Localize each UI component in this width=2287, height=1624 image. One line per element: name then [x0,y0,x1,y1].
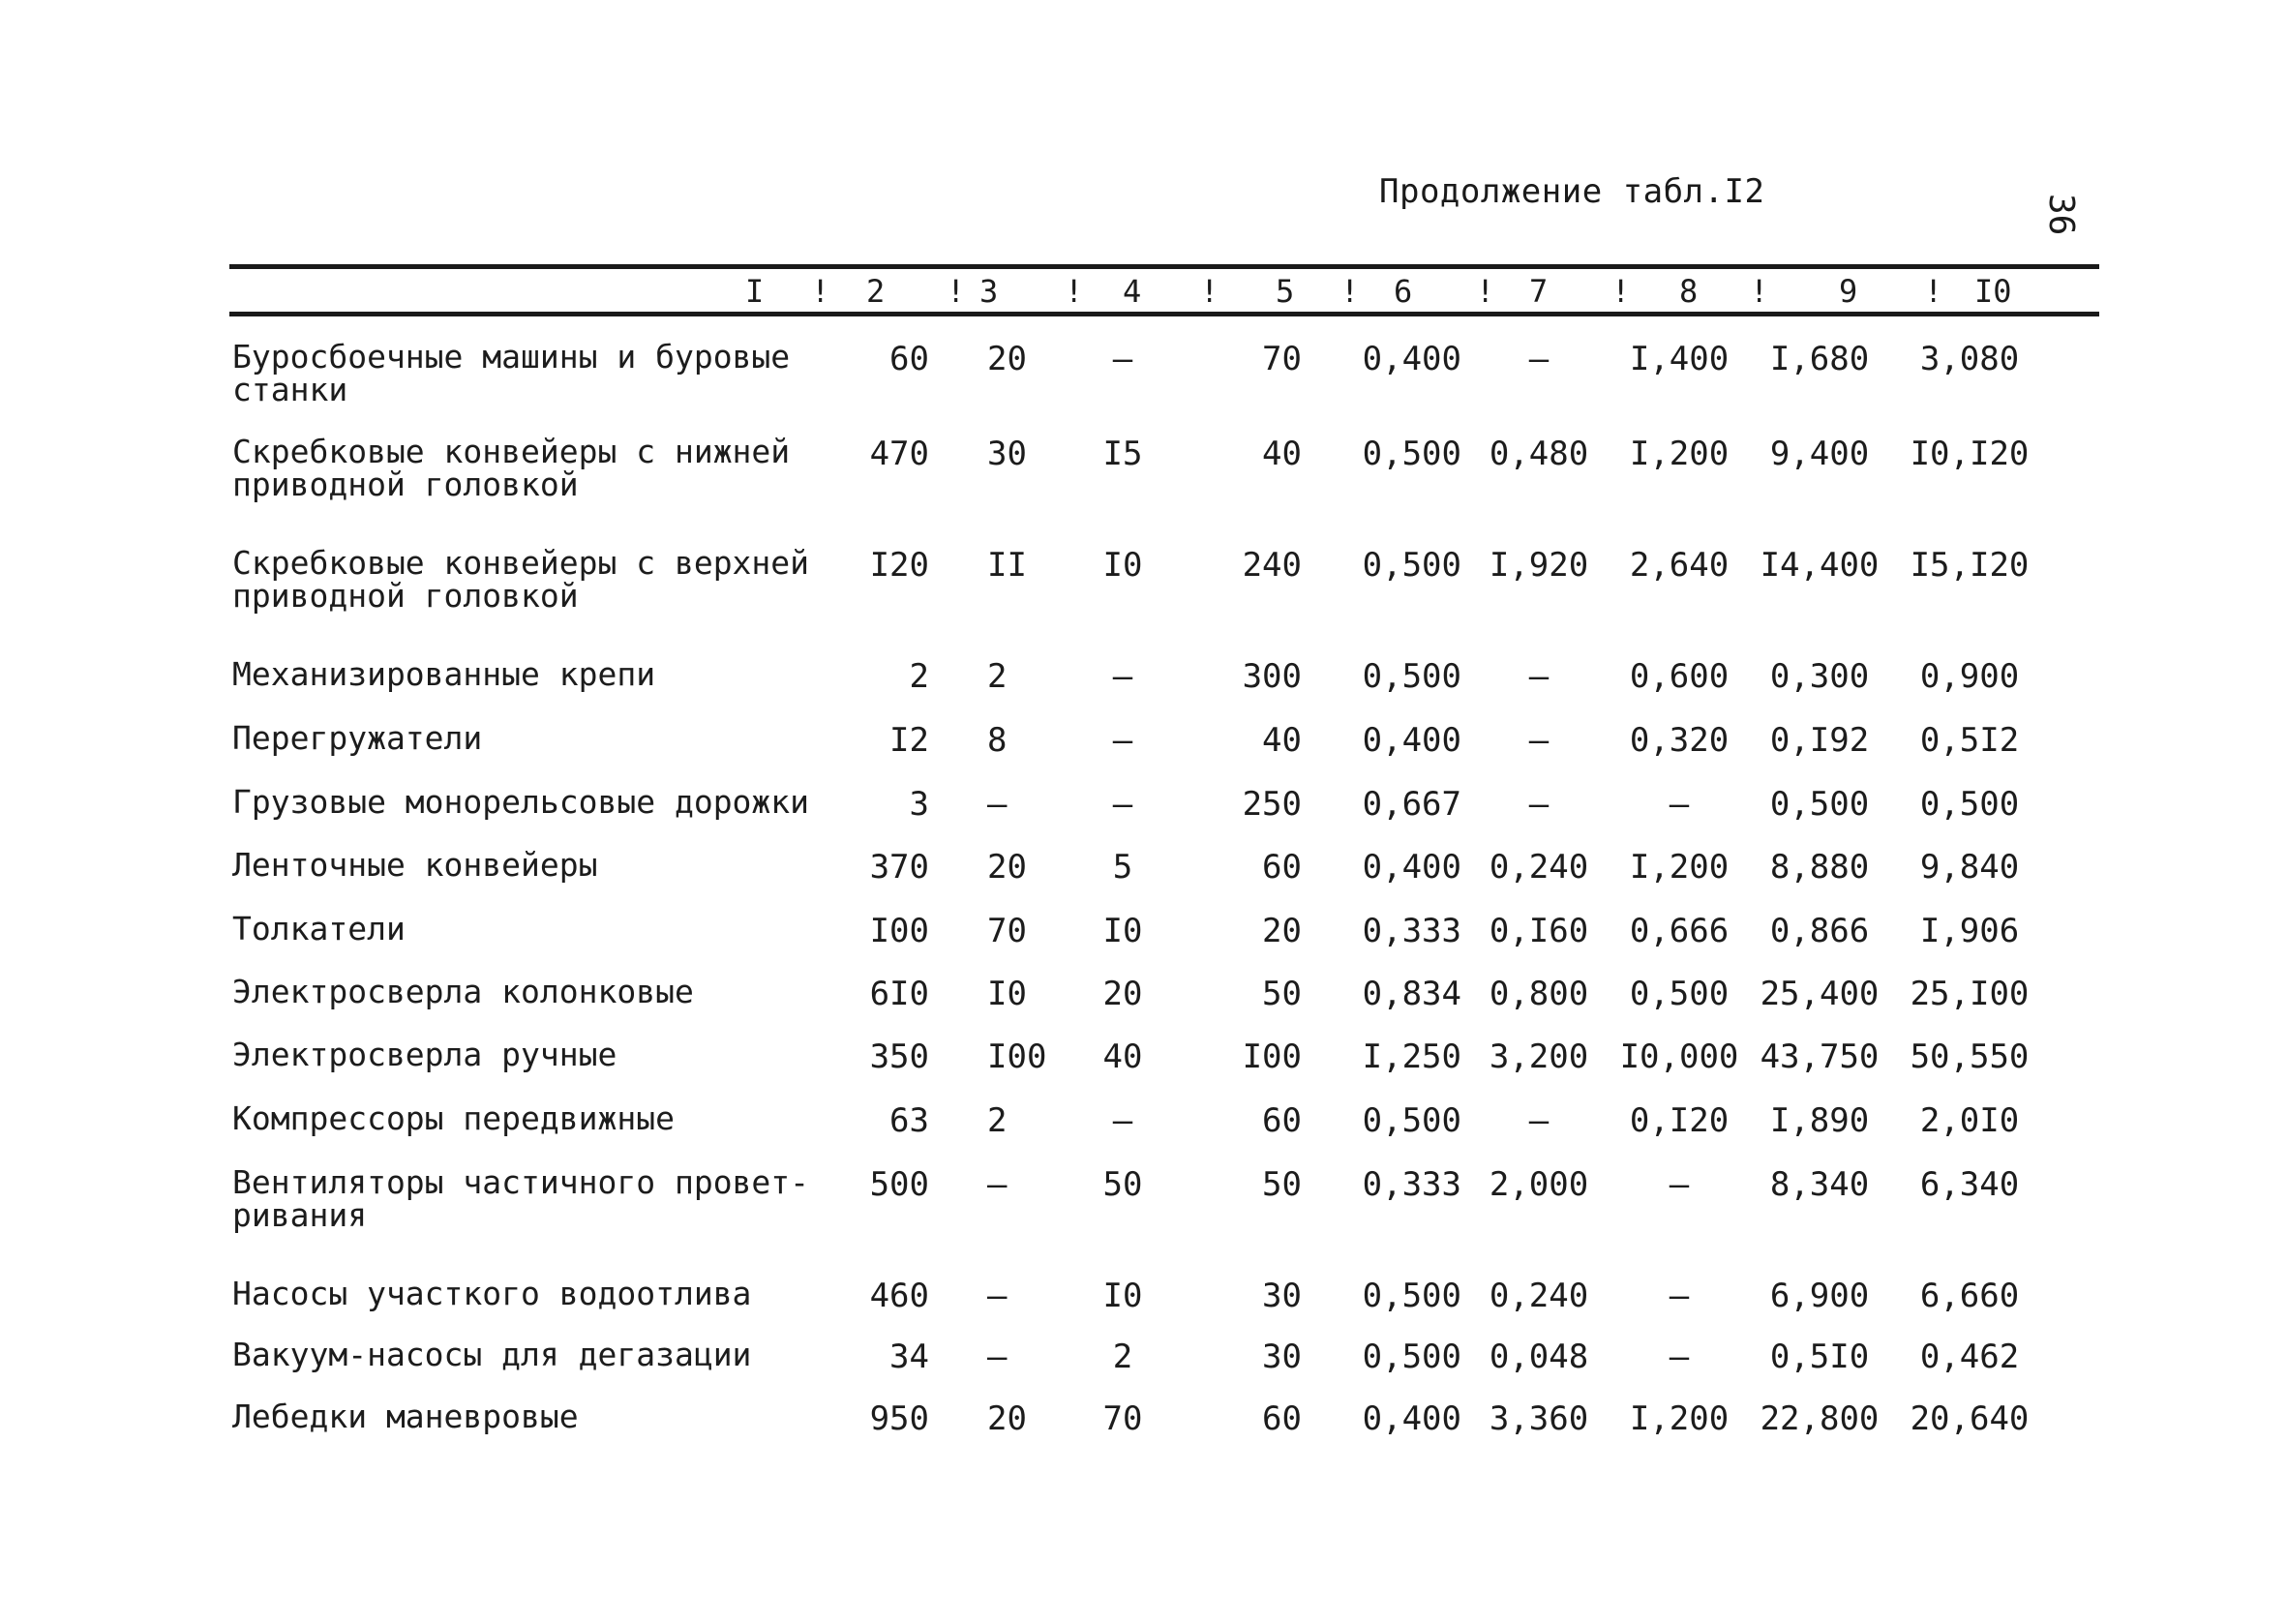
cell-col-3: – [987,1165,1008,1204]
column-header-7: 7 [1529,273,1549,310]
cell-col-9: 0,500 [1769,785,1870,824]
cell-col-5: 60 [1262,1101,1302,1140]
cell-col-9: 22,800 [1760,1399,1880,1438]
cell-col-3: I0 [987,975,1027,1013]
cell-col-5: 40 [1262,721,1302,760]
cell-col-3: 2 [987,657,1008,696]
cell-col-8: 0,320 [1629,721,1730,760]
cell-col-9: 6,900 [1769,1277,1870,1315]
equipment-name: Электросверла ручные [232,1036,617,1073]
equipment-name: Ленточные конвейеры [232,846,598,884]
cell-col-7: I,920 [1489,546,1589,585]
equipment-name: Насосы участкого водоотлива [232,1275,752,1312]
cell-col-10: 20,640 [1910,1399,2030,1438]
column-header-3: 3 [979,273,999,310]
cell-col-10: 6,340 [1919,1165,2020,1204]
cell-col-9: 25,400 [1760,975,1880,1013]
cell-col-2: 3 [909,785,929,824]
cell-col-7: 0,048 [1489,1338,1589,1376]
cell-col-3: – [987,1338,1008,1376]
column-header-10: I0 [1974,273,2012,310]
cell-col-8: 2,640 [1629,546,1730,585]
cell-col-4: 50 [1102,1165,1143,1204]
cell-col-10: 0,462 [1919,1338,2020,1376]
cell-col-7: 0,240 [1489,1277,1589,1315]
column-separator: ! [1065,273,1084,310]
cell-col-9: 8,880 [1769,848,1870,887]
cell-col-7: 0,I60 [1489,912,1589,950]
cell-col-3: 70 [987,912,1027,950]
cell-col-8: 0,600 [1629,657,1730,696]
cell-col-4: 70 [1102,1399,1143,1438]
cell-col-7: – [1528,785,1550,824]
cell-col-3: – [987,1277,1008,1315]
equipment-name: Перегружатели [232,719,483,757]
page-number: 36 [2041,194,2081,236]
cell-col-7: 2,000 [1489,1165,1589,1204]
equipment-name: Толкатели [232,910,406,947]
cell-col-9: I4,400 [1760,546,1880,585]
column-separator: ! [1924,273,1943,310]
cell-col-3: 30 [987,435,1027,473]
cell-col-10: I,906 [1919,912,2020,950]
cell-col-3: 8 [987,721,1008,760]
cell-col-7: – [1528,1101,1550,1140]
cell-col-6: I,250 [1362,1038,1461,1076]
cell-col-9: I,890 [1769,1101,1870,1140]
cell-col-4: – [1112,657,1133,696]
table-header-row [0,274,2287,309]
column-separator: ! [947,273,966,310]
cell-col-2: 60 [889,340,929,378]
equipment-name: Скребковые конвейеры с нижней приводной головкой [232,433,791,503]
cell-col-4: – [1112,340,1133,378]
cell-col-6: 0,400 [1362,848,1461,887]
equipment-name: Грузовые монорельсовые дорожки [232,783,810,821]
cell-col-3: 20 [987,340,1027,378]
cell-col-6: 0,400 [1362,340,1461,378]
cell-col-4: 2 [1112,1338,1133,1376]
cell-col-2: I20 [869,546,929,585]
cell-col-5: 70 [1262,340,1302,378]
cell-col-10: 50,550 [1910,1038,2030,1076]
cell-col-9: 8,340 [1769,1165,1870,1204]
cell-col-5: 300 [1242,657,1302,696]
cell-col-8: I,200 [1629,848,1730,887]
cell-col-8: – [1669,1338,1690,1376]
cell-col-6: 0,500 [1362,657,1461,696]
cell-col-7: 0,240 [1489,848,1589,887]
cell-col-9: 0,5I0 [1769,1338,1870,1376]
cell-col-4: 20 [1102,975,1143,1013]
cell-col-7: 0,800 [1489,975,1589,1013]
column-header-5: 5 [1276,273,1295,310]
table-caption: Продолжение табл.I2 [1379,172,1765,211]
cell-col-4: – [1112,1101,1133,1140]
cell-col-6: 0,834 [1362,975,1461,1013]
cell-col-10: 6,660 [1919,1277,2020,1315]
cell-col-8: I,200 [1629,435,1730,473]
cell-col-3: 20 [987,848,1027,887]
cell-col-8: – [1669,1277,1690,1315]
cell-col-8: – [1669,1165,1690,1204]
cell-col-2: 2 [909,657,929,696]
cell-col-5: 50 [1262,1165,1302,1204]
cell-col-2: I2 [889,721,929,760]
cell-col-3: I00 [987,1038,1047,1076]
column-separator: ! [1200,273,1219,310]
cell-col-8: I,400 [1629,340,1730,378]
column-header-9: 9 [1839,273,1858,310]
column-separator: ! [1750,273,1769,310]
cell-col-6: 0,500 [1362,546,1461,585]
cell-col-4: I0 [1102,912,1143,950]
cell-col-8: I,200 [1629,1399,1730,1438]
cell-col-7: – [1528,657,1550,696]
cell-col-6: 0,333 [1362,912,1461,950]
cell-col-6: 0,333 [1362,1165,1461,1204]
cell-col-9: 0,300 [1769,657,1870,696]
cell-col-10: 0,500 [1919,785,2020,824]
cell-col-10: 9,840 [1919,848,2020,887]
cell-col-2: I00 [869,912,929,950]
cell-col-5: 240 [1242,546,1302,585]
cell-col-5: 50 [1262,975,1302,1013]
cell-col-8: 0,I20 [1629,1101,1730,1140]
column-header-4: 4 [1123,273,1142,310]
table-header-rule [229,312,2099,316]
cell-col-3: II [987,546,1027,585]
cell-col-2: 470 [869,435,929,473]
cell-col-6: 0,667 [1362,785,1461,824]
cell-col-2: 350 [869,1038,929,1076]
cell-col-4: – [1112,785,1133,824]
equipment-name: Вакуум-насосы для дегазации [232,1336,752,1373]
column-header-6: 6 [1394,273,1413,310]
cell-col-4: I0 [1102,1277,1143,1315]
column-separator: ! [811,273,830,310]
cell-col-2: 63 [889,1101,929,1140]
cell-col-9: I,680 [1769,340,1870,378]
cell-col-6: 0,400 [1362,721,1461,760]
column-separator: ! [1476,273,1495,310]
cell-col-10: 0,900 [1919,657,2020,696]
cell-col-10: 3,080 [1919,340,2020,378]
cell-col-4: 5 [1112,848,1133,887]
column-separator: ! [1340,273,1360,310]
cell-col-6: 0,500 [1362,1101,1461,1140]
cell-col-8: – [1669,785,1690,824]
column-separator: ! [1611,273,1631,310]
cell-col-4: I5 [1102,435,1143,473]
cell-col-6: 0,500 [1362,1277,1461,1315]
cell-col-8: 0,500 [1629,975,1730,1013]
cell-col-2: 950 [869,1399,929,1438]
cell-col-10: I5,I20 [1910,546,2030,585]
cell-col-3: 2 [987,1101,1008,1140]
cell-col-6: 0,400 [1362,1399,1461,1438]
cell-col-5: 40 [1262,435,1302,473]
equipment-name: Буросбоечные машины и буровые станки [232,338,791,408]
cell-col-7: 3,200 [1489,1038,1589,1076]
cell-col-2: 460 [869,1277,929,1315]
cell-col-2: 370 [869,848,929,887]
cell-col-4: 40 [1102,1038,1143,1076]
cell-col-9: 0,I92 [1769,721,1870,760]
column-header-2: 2 [866,273,886,310]
cell-col-8: I0,000 [1619,1038,1739,1076]
cell-col-5: 30 [1262,1338,1302,1376]
equipment-name: Компрессоры передвижные [232,1099,675,1137]
cell-col-9: 43,750 [1760,1038,1880,1076]
cell-col-5: 60 [1262,1399,1302,1438]
cell-col-5: 250 [1242,785,1302,824]
cell-col-10: 25,I00 [1910,975,2030,1013]
cell-col-2: 500 [869,1165,929,1204]
cell-col-4: I0 [1102,546,1143,585]
cell-col-6: 0,500 [1362,435,1461,473]
cell-col-7: – [1528,721,1550,760]
cell-col-7: 0,480 [1489,435,1589,473]
cell-col-5: I00 [1242,1038,1302,1076]
table-top-rule [229,264,2099,269]
cell-col-10: 0,5I2 [1919,721,2020,760]
column-header-1: I [745,273,765,310]
cell-col-5: 20 [1262,912,1302,950]
cell-col-3: 20 [987,1399,1027,1438]
cell-col-9: 0,866 [1769,912,1870,950]
cell-col-9: 9,400 [1769,435,1870,473]
cell-col-2: 34 [889,1338,929,1376]
cell-col-5: 60 [1262,848,1302,887]
column-header-8: 8 [1679,273,1699,310]
equipment-name: Механизированные крепи [232,655,656,693]
cell-col-7: 3,360 [1489,1399,1589,1438]
equipment-name: Электросверла колонковые [232,973,694,1010]
cell-col-10: I0,I20 [1910,435,2030,473]
cell-col-3: – [987,785,1008,824]
cell-col-6: 0,500 [1362,1338,1461,1376]
cell-col-2: 6I0 [869,975,929,1013]
equipment-name: Лебедки маневровые [232,1398,579,1435]
cell-col-8: 0,666 [1629,912,1730,950]
cell-col-7: – [1528,340,1550,378]
equipment-name: Вентиляторы частичного провет- ривания [232,1163,810,1234]
cell-col-4: – [1112,721,1133,760]
cell-col-5: 30 [1262,1277,1302,1315]
equipment-name: Скребковые конвейеры с верхней приводной головкой [232,544,810,615]
cell-col-10: 2,0I0 [1919,1101,2020,1140]
